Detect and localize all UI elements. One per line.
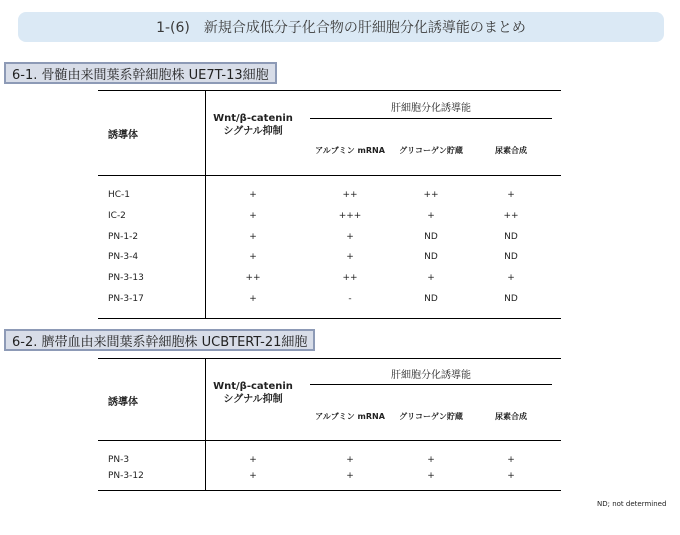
page-title: 1-(6) 新規合成低分子化合物の肝細胞分化誘導能のまとめ xyxy=(18,12,664,42)
s2-header-albumin: アルブミン mRNA xyxy=(315,412,385,421)
footnote: ND; not determined xyxy=(597,500,667,508)
s1-header-glycogen: グリコーゲン貯蔵 xyxy=(399,146,463,155)
s2-header-inducer: 誘導体 xyxy=(108,397,138,408)
section2-label: 6-2. 臍帯血由来間葉系幹細胞株 UCBTERT-21細胞 xyxy=(4,329,315,351)
s2-header-urea: 尿素合成 xyxy=(495,412,527,421)
s1-header-inducer: 誘導体 xyxy=(108,130,138,141)
s1-header-group: 肝細胞分化誘導能 xyxy=(391,103,471,114)
section1-label: 6-1. 骨髄由来間葉系幹細胞株 UE7T-13細胞 xyxy=(4,62,277,84)
s1-header-urea: 尿素合成 xyxy=(495,146,527,155)
s2-header-wnt: Wnt/β-catenin シグナル抑制 xyxy=(213,381,293,405)
s1-header-wnt: Wnt/β-catenin シグナル抑制 xyxy=(213,113,293,137)
s1-header-albumin: アルブミン mRNA xyxy=(315,146,385,155)
s2-header-group: 肝細胞分化誘導能 xyxy=(391,370,471,381)
s2-header-glycogen: グリコーゲン貯蔵 xyxy=(399,412,463,421)
